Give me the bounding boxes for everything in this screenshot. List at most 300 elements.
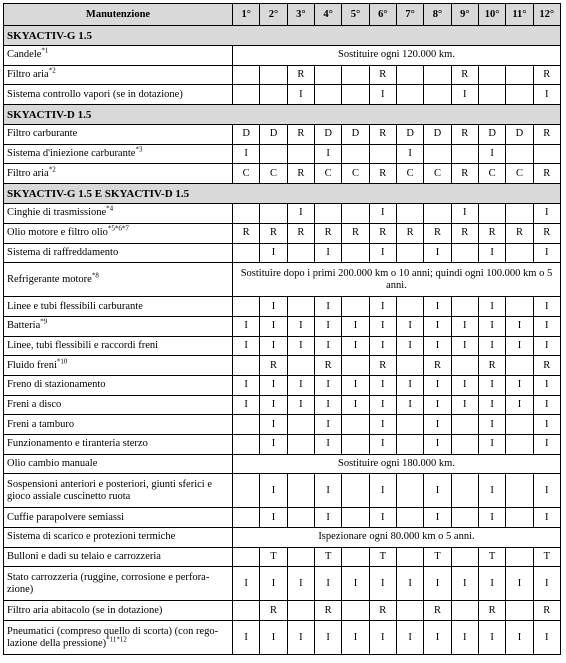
interval-cell: I <box>533 204 560 224</box>
interval-cell <box>233 85 260 105</box>
interval-cell <box>287 435 314 455</box>
interval-cell: I <box>260 243 287 263</box>
item-name: Candele <box>7 49 42 61</box>
interval-cell: I <box>233 621 260 655</box>
interval-cell: I <box>314 297 341 317</box>
interval-cell <box>396 435 423 455</box>
interval-cell: I <box>287 85 314 105</box>
interval-cell <box>233 204 260 224</box>
interval-cell <box>233 547 260 567</box>
table-row <box>4 125 561 145</box>
interval-cell <box>451 601 478 621</box>
interval-cell <box>506 204 533 224</box>
interval-cell: R <box>533 164 560 184</box>
item-name-cell <box>4 243 233 263</box>
table-body <box>4 26 561 655</box>
item-name: Sistema di raffreddamento <box>7 246 119 258</box>
interval-cell: T <box>533 547 560 567</box>
interval-cell <box>314 65 341 85</box>
header-interval-7: 7° <box>396 4 423 26</box>
interval-cell <box>451 356 478 376</box>
interval-cell <box>451 297 478 317</box>
item-name: Freno di stazionamento <box>7 379 106 391</box>
interval-cell: I <box>369 415 396 435</box>
interval-cell <box>506 435 533 455</box>
interval-cell: R <box>533 601 560 621</box>
interval-cell <box>287 601 314 621</box>
item-name-cell <box>4 223 233 243</box>
interval-cell <box>287 474 314 508</box>
interval-cell <box>451 547 478 567</box>
interval-cell <box>451 415 478 435</box>
section-row <box>4 105 561 125</box>
interval-cell: C <box>260 164 287 184</box>
interval-cell <box>260 85 287 105</box>
interval-note: Ispezionare ogni 80.000 km o 5 anni. <box>233 528 561 548</box>
interval-cell: I <box>424 435 451 455</box>
interval-cell: I <box>287 336 314 356</box>
interval-cell: I <box>369 297 396 317</box>
interval-cell: I <box>506 621 533 655</box>
interval-cell: C <box>396 164 423 184</box>
footnote-ref: *2 <box>48 165 56 174</box>
header-interval-4: 4° <box>314 4 341 26</box>
interval-cell: I <box>314 508 341 528</box>
interval-cell: I <box>342 395 369 415</box>
interval-cell: I <box>396 395 423 415</box>
interval-cell <box>342 474 369 508</box>
interval-cell <box>478 204 505 224</box>
interval-cell <box>396 356 423 376</box>
interval-cell: I <box>287 204 314 224</box>
interval-cell: R <box>451 125 478 145</box>
item-name-cell <box>4 454 233 474</box>
interval-cell: I <box>342 316 369 336</box>
item-name-cell <box>4 395 233 415</box>
table-row <box>4 297 561 317</box>
interval-cell <box>287 547 314 567</box>
interval-cell: R <box>314 601 341 621</box>
interval-cell: I <box>396 336 423 356</box>
interval-cell <box>342 415 369 435</box>
header-interval-10: 10° <box>478 4 505 26</box>
item-name-cell <box>4 144 233 164</box>
interval-cell: R <box>233 223 260 243</box>
interval-cell: I <box>260 567 287 601</box>
interval-cell: R <box>369 223 396 243</box>
interval-cell <box>342 601 369 621</box>
interval-cell: D <box>342 125 369 145</box>
item-name-cell <box>4 567 233 601</box>
interval-cell: I <box>478 375 505 395</box>
interval-cell: I <box>233 336 260 356</box>
interval-cell <box>451 435 478 455</box>
interval-cell: I <box>369 243 396 263</box>
interval-cell: C <box>342 164 369 184</box>
interval-cell: R <box>314 223 341 243</box>
interval-cell <box>533 144 560 164</box>
interval-cell: I <box>478 316 505 336</box>
interval-cell: I <box>369 316 396 336</box>
interval-cell: I <box>478 243 505 263</box>
table-row <box>4 454 561 474</box>
interval-cell: R <box>424 223 451 243</box>
interval-cell: I <box>260 435 287 455</box>
interval-cell: R <box>369 601 396 621</box>
interval-cell: I <box>506 395 533 415</box>
interval-cell: R <box>533 125 560 145</box>
item-name: Filtro aria <box>7 69 49 81</box>
interval-cell <box>506 85 533 105</box>
interval-cell <box>396 601 423 621</box>
interval-cell: R <box>287 164 314 184</box>
item-name-cell <box>4 125 233 145</box>
interval-cell: I <box>533 508 560 528</box>
interval-cell <box>424 65 451 85</box>
interval-cell: I <box>260 336 287 356</box>
item-name: Linee, tubi flessibili e raccordi freni <box>7 339 159 351</box>
interval-cell <box>287 356 314 376</box>
interval-cell: I <box>424 243 451 263</box>
interval-cell <box>342 243 369 263</box>
interval-cell: T <box>424 547 451 567</box>
interval-cell: I <box>424 395 451 415</box>
interval-cell: I <box>506 567 533 601</box>
interval-cell: R <box>260 223 287 243</box>
interval-cell: I <box>369 204 396 224</box>
table-row <box>4 316 561 336</box>
section-title: SKYACTIV-G 1.5 E SKYACTIV-D 1.5 <box>4 184 561 204</box>
interval-cell: I <box>533 243 560 263</box>
interval-cell <box>506 297 533 317</box>
item-name-cell <box>4 297 233 317</box>
interval-cell: R <box>478 223 505 243</box>
interval-cell: I <box>506 375 533 395</box>
interval-cell: R <box>478 601 505 621</box>
item-name-cell <box>4 46 233 66</box>
interval-cell: D <box>233 125 260 145</box>
interval-cell: I <box>533 474 560 508</box>
section-row <box>4 184 561 204</box>
interval-cell <box>506 547 533 567</box>
item-name-cell <box>4 356 233 376</box>
item-name-cell <box>4 415 233 435</box>
interval-cell: I <box>424 567 451 601</box>
table-row <box>4 474 561 508</box>
interval-cell: D <box>396 125 423 145</box>
header-row <box>4 4 561 26</box>
item-name: Filtro aria <box>7 167 49 179</box>
interval-cell <box>233 435 260 455</box>
interval-cell: I <box>342 336 369 356</box>
interval-cell: T <box>260 547 287 567</box>
interval-cell: I <box>396 567 423 601</box>
item-name: Filtro carburante <box>7 128 78 140</box>
interval-cell <box>233 601 260 621</box>
interval-cell: I <box>369 508 396 528</box>
interval-cell <box>342 297 369 317</box>
interval-cell <box>478 65 505 85</box>
table-row <box>4 547 561 567</box>
interval-cell: I <box>478 435 505 455</box>
header-interval-1: 1° <box>233 4 260 26</box>
table-row <box>4 375 561 395</box>
interval-cell: I <box>233 375 260 395</box>
interval-cell <box>451 474 478 508</box>
table-row <box>4 85 561 105</box>
interval-cell <box>506 474 533 508</box>
interval-cell: R <box>369 164 396 184</box>
interval-cell: R <box>369 65 396 85</box>
interval-cell: I <box>369 474 396 508</box>
interval-cell: I <box>287 567 314 601</box>
item-name: Olio motore e filtro olio <box>7 227 108 239</box>
interval-cell: R <box>533 65 560 85</box>
table-row <box>4 144 561 164</box>
interval-cell: I <box>260 415 287 435</box>
item-name-cell <box>4 263 233 297</box>
interval-cell <box>506 601 533 621</box>
interval-cell: R <box>506 223 533 243</box>
interval-cell: I <box>342 567 369 601</box>
interval-cell <box>396 85 423 105</box>
interval-cell <box>233 65 260 85</box>
interval-cell: I <box>314 415 341 435</box>
interval-cell: I <box>451 375 478 395</box>
interval-cell: R <box>287 65 314 85</box>
section-row <box>4 26 561 46</box>
item-name-cell <box>4 601 233 621</box>
interval-cell <box>342 204 369 224</box>
interval-cell <box>506 65 533 85</box>
interval-cell <box>396 297 423 317</box>
interval-cell <box>233 356 260 376</box>
interval-cell: I <box>369 375 396 395</box>
interval-cell: I <box>478 297 505 317</box>
interval-cell: D <box>506 125 533 145</box>
interval-cell: I <box>424 474 451 508</box>
interval-cell <box>287 508 314 528</box>
footnote-ref: *4 <box>106 204 114 213</box>
interval-cell: I <box>233 395 260 415</box>
item-name: Refrigerante motore <box>7 273 92 285</box>
interval-cell: R <box>260 356 287 376</box>
maintenance-table <box>3 3 561 655</box>
table-row <box>4 395 561 415</box>
interval-cell: I <box>314 474 341 508</box>
footnote-ref: *1 <box>41 46 49 55</box>
interval-cell <box>369 144 396 164</box>
interval-cell: I <box>424 336 451 356</box>
interval-cell: I <box>233 144 260 164</box>
interval-cell: R <box>451 223 478 243</box>
interval-cell <box>233 243 260 263</box>
table-row <box>4 336 561 356</box>
interval-cell <box>396 474 423 508</box>
interval-cell: I <box>478 395 505 415</box>
interval-cell <box>396 65 423 85</box>
interval-cell <box>396 547 423 567</box>
interval-cell: I <box>314 375 341 395</box>
interval-cell: I <box>314 435 341 455</box>
interval-cell: I <box>260 297 287 317</box>
interval-cell: I <box>478 415 505 435</box>
interval-cell: R <box>287 223 314 243</box>
item-name-cell <box>4 316 233 336</box>
interval-cell: I <box>396 621 423 655</box>
interval-cell: I <box>533 621 560 655</box>
interval-cell: R <box>478 356 505 376</box>
interval-cell: I <box>533 316 560 336</box>
table-row <box>4 65 561 85</box>
item-name: Filtro aria abitacolo (se in dotazione) <box>7 604 163 616</box>
interval-cell: I <box>451 567 478 601</box>
item-name: Funzionamento e tiranteria sterzo <box>7 438 148 450</box>
interval-cell: I <box>314 144 341 164</box>
item-name: Sistema controllo vapori (se in dotazione) <box>7 88 183 100</box>
item-name-cell <box>4 65 233 85</box>
interval-cell: I <box>478 567 505 601</box>
interval-cell <box>424 85 451 105</box>
interval-cell: D <box>314 125 341 145</box>
interval-cell: R <box>533 356 560 376</box>
item-name: Pneumatici (compreso quello di scorta) (con rego-lazione della pressione) <box>7 625 219 649</box>
interval-cell: C <box>478 164 505 184</box>
interval-cell <box>424 204 451 224</box>
interval-cell: D <box>478 125 505 145</box>
interval-cell: I <box>314 621 341 655</box>
interval-cell: I <box>369 435 396 455</box>
interval-cell <box>506 356 533 376</box>
footnote-ref: *5*6*7 <box>107 224 129 233</box>
interval-cell: R <box>369 125 396 145</box>
interval-cell: I <box>314 243 341 263</box>
item-name-cell <box>4 204 233 224</box>
interval-cell: I <box>260 375 287 395</box>
interval-cell: C <box>314 164 341 184</box>
interval-cell: I <box>342 621 369 655</box>
table-row <box>4 263 561 297</box>
header-interval-5: 5° <box>342 4 369 26</box>
interval-cell: I <box>314 336 341 356</box>
interval-cell <box>342 435 369 455</box>
interval-cell: I <box>451 621 478 655</box>
interval-cell: I <box>506 316 533 336</box>
interval-cell: I <box>314 567 341 601</box>
item-name: Freni a tamburo <box>7 418 75 430</box>
header-interval-8: 8° <box>424 4 451 26</box>
interval-cell <box>451 508 478 528</box>
interval-cell <box>506 243 533 263</box>
interval-cell <box>506 144 533 164</box>
interval-cell: I <box>287 375 314 395</box>
interval-cell: I <box>260 316 287 336</box>
interval-cell: I <box>287 395 314 415</box>
interval-cell: T <box>314 547 341 567</box>
table-row <box>4 46 561 66</box>
interval-cell: R <box>287 125 314 145</box>
interval-cell: I <box>396 144 423 164</box>
interval-cell <box>478 85 505 105</box>
interval-cell: I <box>424 316 451 336</box>
interval-cell: I <box>369 336 396 356</box>
interval-cell: I <box>424 415 451 435</box>
interval-cell: T <box>369 547 396 567</box>
interval-cell: I <box>451 395 478 415</box>
interval-cell: I <box>478 508 505 528</box>
table-row <box>4 567 561 601</box>
interval-cell <box>233 508 260 528</box>
item-name-cell <box>4 508 233 528</box>
footnote-ref: *8 <box>91 271 99 280</box>
interval-cell <box>506 415 533 435</box>
interval-cell: R <box>396 223 423 243</box>
interval-cell: I <box>369 395 396 415</box>
interval-cell: T <box>478 547 505 567</box>
interval-cell <box>260 204 287 224</box>
interval-cell: I <box>533 375 560 395</box>
footnote-ref: *11*12 <box>106 635 127 644</box>
interval-cell <box>233 415 260 435</box>
interval-cell <box>287 144 314 164</box>
header-interval-2: 2° <box>260 4 287 26</box>
interval-cell: C <box>233 164 260 184</box>
item-name: Fluido freni <box>7 359 57 371</box>
interval-cell: I <box>396 375 423 395</box>
interval-cell: R <box>533 223 560 243</box>
table-row <box>4 223 561 243</box>
item-name: Linee e tubi flessibili carburante <box>7 300 143 312</box>
interval-cell <box>314 85 341 105</box>
interval-cell <box>260 65 287 85</box>
interval-cell <box>342 65 369 85</box>
item-name-cell <box>4 621 233 655</box>
item-name: Sistema di scarico e protezioni termiche <box>7 531 176 543</box>
interval-cell: I <box>260 474 287 508</box>
interval-cell: I <box>478 336 505 356</box>
interval-cell: I <box>369 621 396 655</box>
item-name: Cuffie parapolvere semiassi <box>7 511 125 523</box>
interval-cell: I <box>314 316 341 336</box>
interval-cell <box>233 474 260 508</box>
interval-cell: C <box>506 164 533 184</box>
interval-cell <box>260 144 287 164</box>
item-name-cell <box>4 85 233 105</box>
header-maintenance: Manutenzione <box>4 4 233 26</box>
interval-note: Sostituire dopo i primi 200.000 km o 10 anni; quindi ogni 100.000 km o 5 anni. <box>233 263 561 297</box>
interval-cell <box>342 356 369 376</box>
interval-cell: I <box>424 621 451 655</box>
item-name: Sistema d'iniezione carburante <box>7 148 136 160</box>
section-title: SKYACTIV-G 1.5 <box>4 26 561 46</box>
interval-cell <box>342 144 369 164</box>
header-interval-11: 11° <box>506 4 533 26</box>
header-interval-3: 3° <box>287 4 314 26</box>
item-name: Freni a disco <box>7 398 62 410</box>
interval-cell <box>396 204 423 224</box>
interval-cell: I <box>533 415 560 435</box>
table-row <box>4 601 561 621</box>
interval-cell: I <box>533 336 560 356</box>
footnote-ref: *9 <box>40 317 48 326</box>
interval-cell: I <box>478 144 505 164</box>
item-name-cell <box>4 336 233 356</box>
item-name: Cinghie di trasmissione <box>7 207 107 219</box>
interval-cell: I <box>369 85 396 105</box>
interval-cell: I <box>506 336 533 356</box>
interval-cell: R <box>369 356 396 376</box>
interval-cell: R <box>424 601 451 621</box>
